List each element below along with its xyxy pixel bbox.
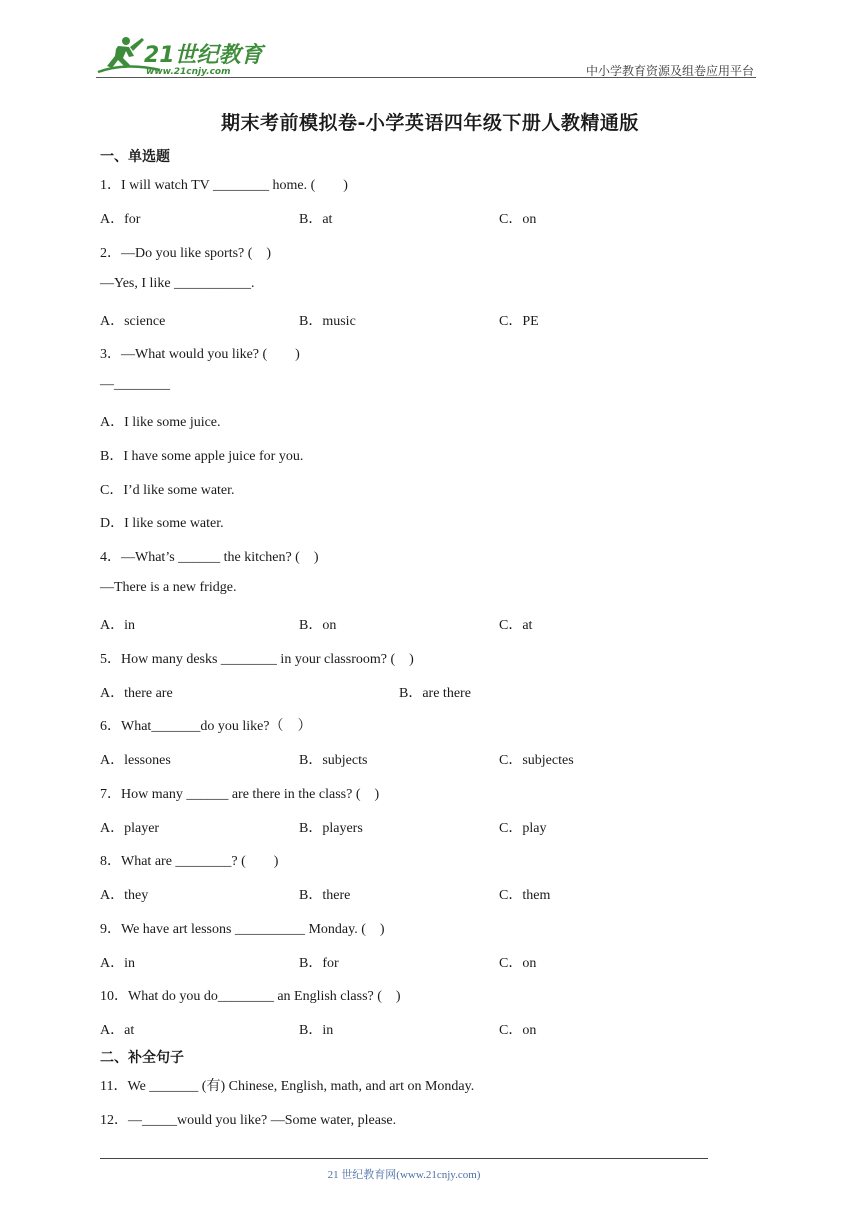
question-4: 4．—What’s ______ the kitchen? ( ): [100, 550, 319, 565]
logo-url: www.21cnjy.com: [146, 67, 231, 77]
q10-option-a: A．at: [100, 1023, 135, 1038]
q7-option-c: C．play: [499, 821, 547, 836]
question-5: 5．How many desks ________ in your classroom? ( ): [100, 652, 414, 667]
q3-option-c: C．I’d like some water.: [100, 483, 235, 498]
q4-option-a: A．in: [100, 618, 135, 633]
header-divider: [96, 77, 756, 78]
q10-option-b: B．in: [299, 1023, 334, 1038]
q6-option-c: C．subjectes: [499, 753, 574, 768]
footer-divider: [100, 1158, 708, 1159]
page-footer: 21 世纪教育网(www.21cnjy.com): [327, 1169, 481, 1181]
question-6: 6．What_______do you like?（ ）: [100, 719, 312, 734]
section-heading-1: 一、单选题: [100, 149, 170, 165]
q1-option-c: C．on: [499, 212, 537, 227]
question-10: 10．What do you do________ an English class? ( ): [100, 989, 401, 1004]
q4-option-c: C．at: [499, 618, 533, 633]
q9-option-a: A．in: [100, 956, 135, 971]
page-title: 期末考前模拟卷-小学英语四年级下册人教精通版: [221, 112, 639, 134]
q8-option-b: B．there: [299, 888, 351, 903]
q7-option-b: B．players: [299, 821, 363, 836]
logo-text: 21世纪教育: [144, 43, 263, 68]
section-heading-2: 二、补全句子: [100, 1050, 184, 1066]
q8-option-a: A．they: [100, 888, 149, 903]
q2-answer-line: —Yes, I like ___________.: [100, 276, 255, 291]
platform-name: 中小学教育资源及组卷应用平台: [585, 64, 754, 78]
q7-option-a: A．player: [100, 821, 160, 836]
q6-option-a: A．lessones: [100, 753, 171, 768]
question-1: 1．I will watch TV ________ home. ( ): [100, 178, 348, 193]
q10-option-c: C．on: [499, 1023, 537, 1038]
q3-option-d: D．I like some water.: [100, 516, 224, 531]
q6-option-b: B．subjects: [299, 753, 368, 768]
q2-option-a: A．science: [100, 314, 166, 329]
question-12: 12．—_____would you like? —Some water, please.: [100, 1113, 397, 1128]
q5-option-a: A．there are: [100, 686, 173, 701]
page-header: [96, 32, 756, 78]
question-9: 9．We have art lessons __________ Monday. ( ): [100, 922, 385, 937]
question-3: 3．—What would you like? ( ): [100, 347, 300, 362]
q4-answer-line: —There is a new fridge.: [100, 580, 237, 595]
q1-option-b: B．at: [299, 212, 333, 227]
question-8: 8．What are ________? ( ): [100, 854, 279, 869]
q8-option-c: C．them: [499, 888, 551, 903]
question-7: 7．How many ______ are there in the class? ( ): [100, 787, 380, 802]
question-11: 11．We _______ (有) Chinese, English, math, and art on Monday.: [100, 1079, 475, 1094]
q9-option-b: B．for: [299, 956, 339, 971]
q2-option-c: C．PE: [499, 314, 539, 329]
q3-option-b: B．I have some apple juice for you.: [100, 449, 304, 464]
site-logo: [96, 32, 266, 78]
q5-option-b: B．are there: [399, 686, 471, 701]
q3-answer-line: —________: [100, 377, 170, 392]
q1-option-a: A．for: [100, 212, 141, 227]
q3-option-a: A．I like some juice.: [100, 415, 221, 430]
q4-option-b: B．on: [299, 618, 337, 633]
question-2: 2．—Do you like sports? ( ): [100, 246, 272, 261]
q9-option-c: C．on: [499, 956, 537, 971]
q2-option-b: B．music: [299, 314, 356, 329]
